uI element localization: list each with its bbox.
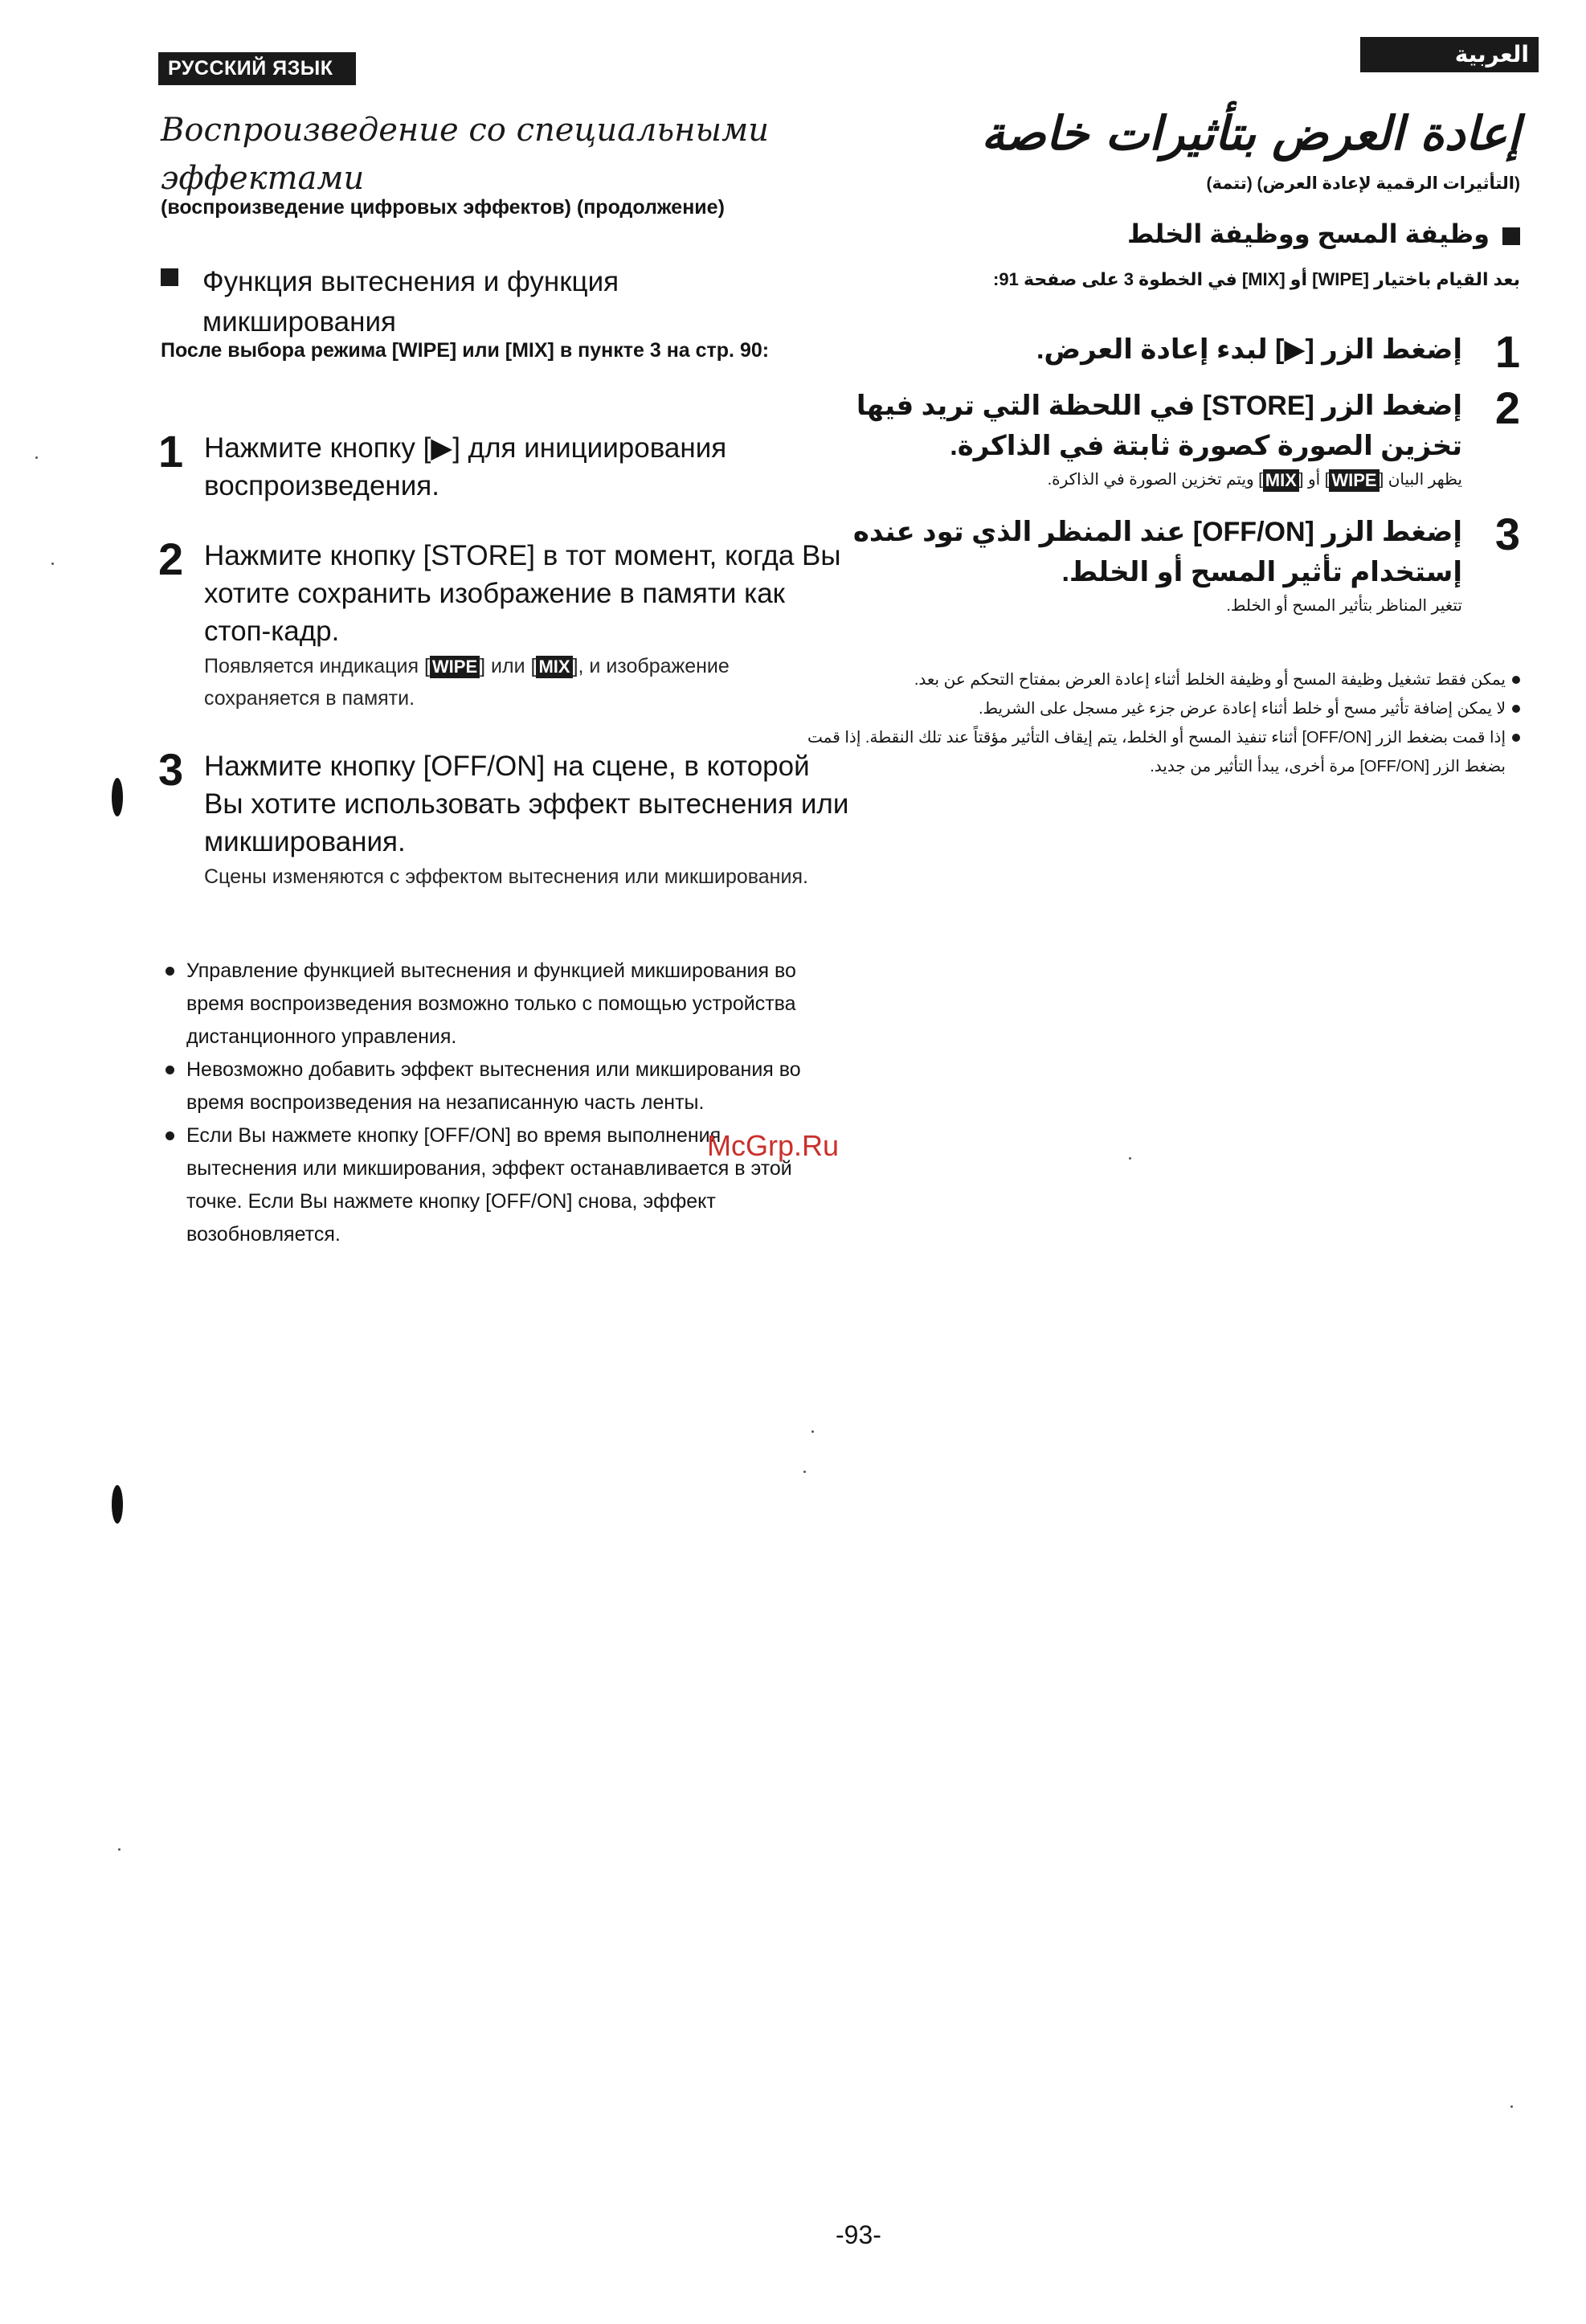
step-number: 2 (158, 534, 184, 584)
section-title: Функция вытеснения и функция микширования (202, 266, 619, 338)
step-instruction: إضغط الزر [OFF/ON] عند المنظر الذي تود عنده إستخدام تأثير المسح أو الخلط. (852, 517, 1462, 587)
note-text: Появляется индикация [ (204, 655, 430, 677)
step-note (797, 466, 1462, 493)
step-1-arabic (797, 326, 1520, 377)
section-heading-russian (161, 262, 771, 342)
step-instruction: إضغط الزر [STORE] في اللحظة التي تريد فيها تخزين الصورة كصورة ثابتة في الذاكرة. (856, 391, 1462, 461)
step-instruction: إضغط الزر [▶] لبدء إعادة العرض. (1036, 334, 1462, 365)
list-item: Управление функцией вытеснения и функцией микширования во время воспроизведения возможно только с помощью устройства дистанционного управления. (161, 955, 820, 1054)
step-note: تتغير المناظر بتأثير المسح أو الخلط. (1226, 597, 1462, 615)
step-instruction: Нажмите кнопку [OFF/ON] на сцене, в которой Вы хотите использовать эффект вытеснения или микширования. (204, 751, 849, 857)
page-title-arabic: إعادة العرض بتأثيرات خاصة (981, 106, 1520, 161)
list-item: Невозможно добавить эффект вытеснения или микширования во время воспроизведения на незаписанную часть ленты. (161, 1054, 820, 1119)
notes-list-arabic (797, 665, 1520, 781)
step-instruction: Нажмите кнопку [▶] для инициирования воспроизведения. (204, 432, 727, 501)
section-intro-russian: После выбора режима [WIPE] или [MIX] в пункте 3 на стр. 90: (161, 339, 770, 362)
step-number: 1 (1494, 326, 1520, 377)
notes-list-russian (161, 955, 820, 1251)
note-text: ] ويتم تخزين الصورة في الذاكرة. (1047, 471, 1263, 489)
language-tag-russian: РУССКИЙ ЯЗЫК (158, 52, 356, 85)
page-subtitle-arabic: (التأثيرات الرقمية لإعادة العرض) (تتمة) (1206, 174, 1520, 193)
step-number: 2 (1494, 383, 1520, 433)
square-bullet-icon (161, 268, 178, 286)
page-subtitle-russian: (воспроизведение цифровых эффектов) (продолжение) (161, 196, 725, 219)
list-item: إذا قمت بضغط الزر [OFF/ON] أثناء تنفيذ المسح أو الخلط، يتم إيقاف التأثير مؤقتاً عند تلك النقطة. إذا قمت بضغط الزر [OFF/ON] مرة أخرى، يبدأ التأثير من جديد. (797, 723, 1520, 781)
step-number: 3 (1494, 509, 1520, 559)
mix-indicator-badge: MIX (1263, 469, 1299, 492)
step-note: Сцены изменяются с эффектом вытеснения или микширования. (204, 865, 808, 888)
step-2-arabic (797, 383, 1520, 493)
step-number: 3 (158, 744, 184, 795)
note-text: ], и изображение сохраняется в памяти. (204, 655, 730, 710)
wipe-indicator-badge: WIPE (430, 656, 480, 678)
page-number: -93- (836, 2220, 881, 2249)
step-1-russian (158, 426, 849, 505)
binder-hole-icon (112, 778, 123, 816)
list-item: Если Вы нажмете кнопку [OFF/ON] во время выполнения вытеснения или микширования, эффект останавливается в этой точке. Если Вы нажмете кнопку [OFF/ON] снова, эффект возобновляется. (161, 1119, 820, 1251)
note-text: ] أو [ (1298, 471, 1330, 489)
section-intro-arabic: بعد القيام باختيار [WIPE] أو [MIX] في الخطوة 3 على صفحة 91: (993, 269, 1520, 289)
wipe-indicator-badge: WIPE (1329, 469, 1379, 492)
step-instruction: Нажмите кнопку [STORE] в тот момент, когда Вы хотите сохранить изображение в памяти как стоп-кадр. (204, 540, 841, 647)
watermark: McGrp.Ru (707, 1129, 840, 1162)
square-bullet-icon (1502, 227, 1520, 245)
step-3-russian (158, 744, 849, 893)
note-text: يظهر البيان [ (1379, 471, 1462, 489)
step-number: 1 (158, 426, 184, 477)
note-text: ] или [ (480, 655, 537, 677)
section-heading-arabic (829, 214, 1520, 254)
language-tag-arabic: العربية (1360, 37, 1539, 72)
list-item: يمكن فقط تشغيل وظيفة المسح أو وظيفة الخلط أثناء إعادة العرض بمفتاح التحكم عن بعد. (797, 665, 1520, 694)
mix-indicator-badge: MIX (536, 656, 572, 678)
page-title-russian: Воспроизведение со специальными эффектами (161, 112, 770, 197)
step-3-arabic (797, 509, 1520, 620)
step-note (204, 650, 849, 714)
step-2-russian (158, 534, 849, 714)
section-title: وظيفة المسح ووظيفة الخلط (1126, 219, 1490, 248)
binder-hole-icon (112, 1485, 123, 1524)
list-item: لا يمكن إضافة تأثير مسح أو خلط أثناء إعادة عرض جزء غير مسجل على الشريط. (797, 694, 1520, 723)
